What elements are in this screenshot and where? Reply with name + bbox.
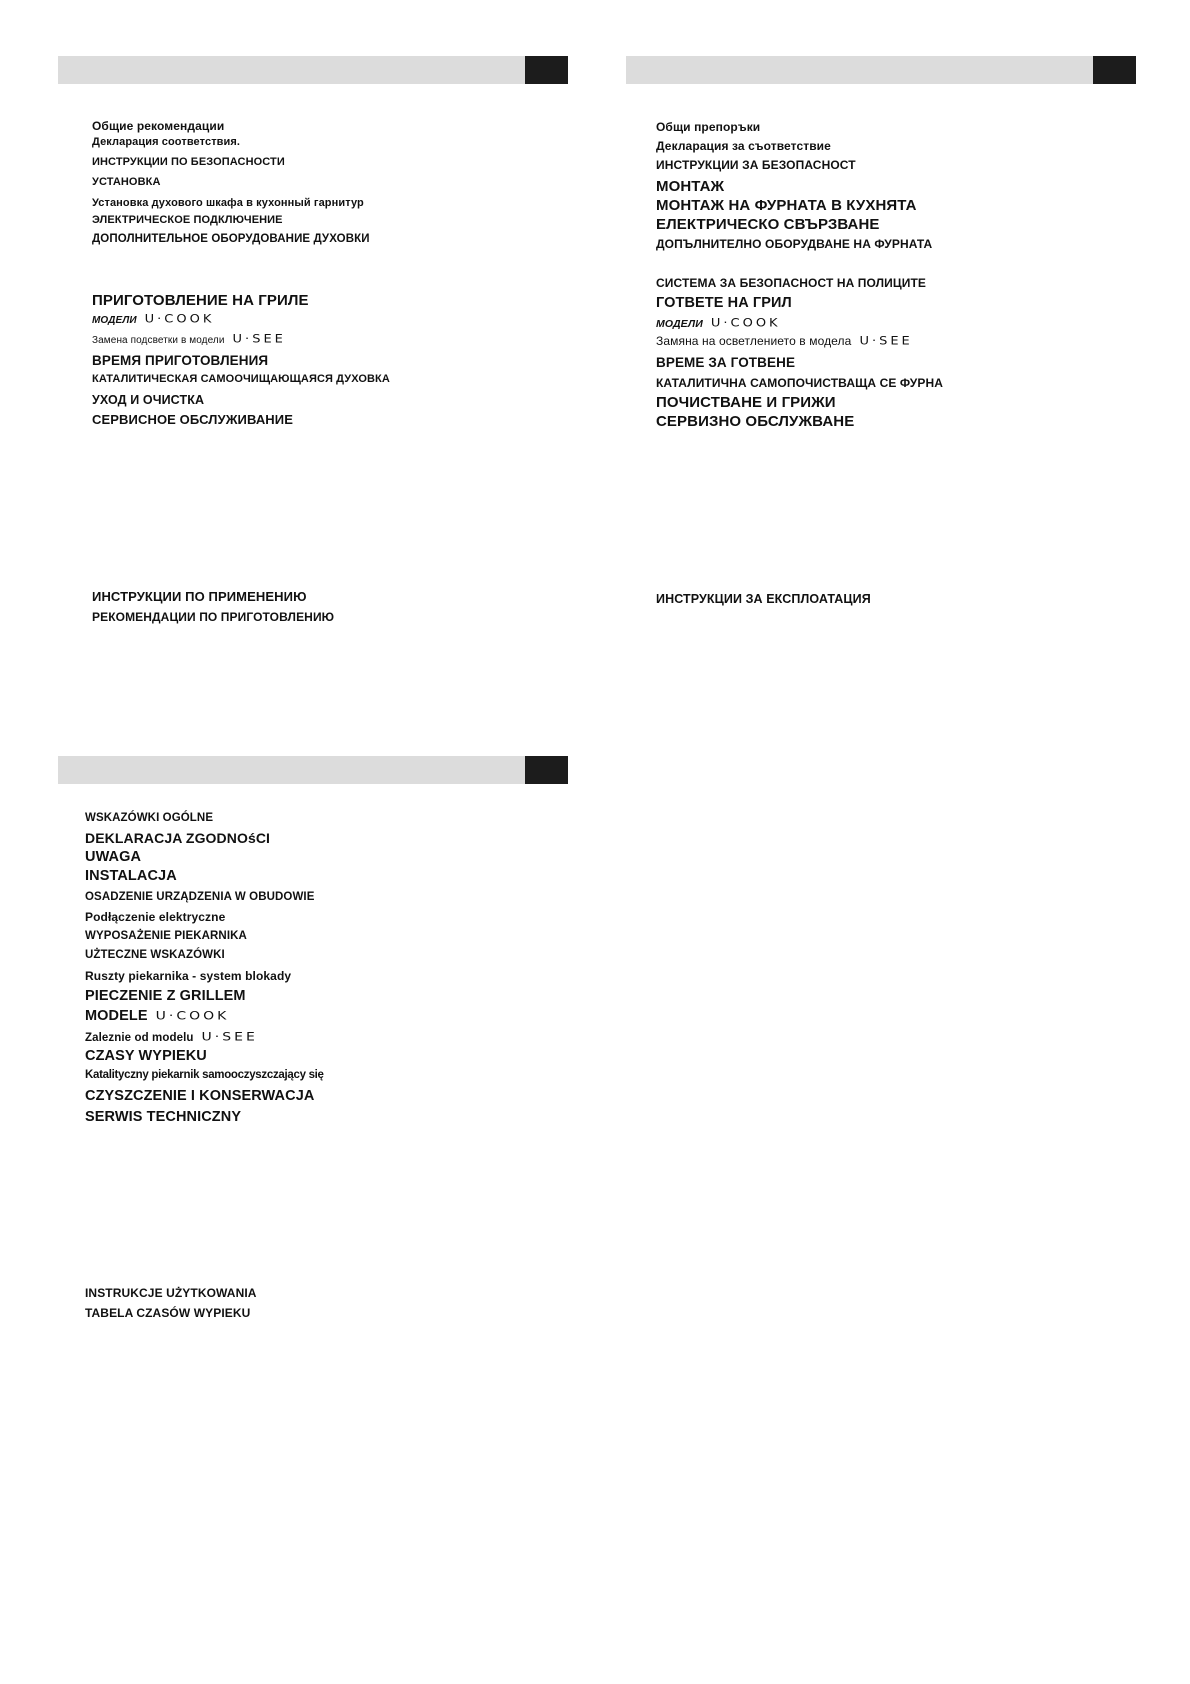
ucook-logo: U·COOK (144, 313, 215, 326)
toc-item: Podłączenie elektryczne (85, 910, 226, 924)
toc-item: Общи препоръки (656, 120, 761, 134)
toc-item: ГОТВЕТЕ НА ГРИЛ (656, 295, 792, 311)
toc-item: PIECZENIE Z GRILLEM (85, 988, 246, 1004)
toc-item: ИНСТРУКЦИИ ЗА БЕЗОПАСНОСТ (656, 158, 856, 172)
toc-item: ВРЕМЕ ЗА ГОТВЕНЕ (656, 355, 796, 370)
usee-logo: U·SEE (201, 1030, 258, 1044)
toc-item (85, 1030, 258, 1045)
toc-item (92, 333, 286, 346)
lamp-label: Замяна на осветлението в модела (656, 334, 852, 348)
model-dependent-label: Zaleznie od modelu (85, 1032, 194, 1044)
toc-item: ДОПЪЛНИТЕЛНО ОБОРУДВАНЕ НА ФУРНАТА (656, 237, 933, 251)
toc-item: Общие рекомендации (92, 119, 225, 133)
toc-item-models (85, 1009, 229, 1024)
models-label: МОДЕЛИ (92, 315, 137, 326)
toc-item: DEKLARACJA ZGODNOśCI (85, 830, 271, 846)
ucook-logo: U·COOK (710, 317, 781, 330)
toc-item: Декларация за съответствие (656, 139, 831, 153)
toc-item: ИНСТРУКЦИИ ПО БЕЗОПАСНОСТИ (92, 156, 285, 168)
toc-item: УХОД И ОЧИСТКА (92, 393, 205, 407)
header-bar-bg (626, 56, 1136, 84)
toc-item: WSKAZÓWKI OGÓLNE (85, 812, 214, 824)
toc-item: Ruszty piekarnika - system blokady (85, 969, 292, 983)
toc-item: TABELA CZASÓW WYPIEKU (85, 1306, 251, 1320)
models-label: МОДЕЛИ (656, 318, 703, 330)
toc-item: Декларация соответствия. (92, 136, 241, 148)
header-tab (1093, 56, 1136, 84)
toc-item: СИСТЕМА ЗА БЕЗОПАСНОСТ НА ПОЛИЦИТЕ (656, 276, 927, 290)
toc-item: ДОПОЛНИТЕЛЬНОЕ ОБОРУДОВАНИЕ ДУХОВКИ (92, 233, 370, 245)
toc-item: UŻTECZNE WSKAZÓWKI (85, 949, 225, 961)
toc-item: МОНТАЖ (656, 178, 725, 195)
toc-item: SERWIS TECHNICZNY (85, 1109, 242, 1125)
usee-logo: U·SEE (859, 335, 913, 348)
models-label: MODELE (85, 1008, 148, 1024)
toc-item: КАТАЛИТИЧНА САМОПОЧИСТВАЩА СЕ ФУРНА (656, 376, 944, 390)
toc-item: РЕКОМЕНДАЦИИ ПО ПРИГОТОВЛЕНИЮ (92, 610, 335, 624)
toc-item: OSADZENIE URZĄDZENIA W OBUDOWIE (85, 891, 315, 903)
toc-item: УСТАНОВКА (92, 176, 161, 188)
header-tab (525, 756, 568, 784)
header-bar-ru (58, 56, 568, 84)
toc-item-models (656, 317, 781, 330)
toc-item: ПРИГОТОВЛЕНИЕ НА ГРИЛЕ (92, 292, 309, 309)
header-tab (525, 56, 568, 84)
header-bar-pl (58, 756, 568, 784)
toc-item: ИНСТРУКЦИИ ЗА ЕКСПЛОАТАЦИЯ (656, 592, 871, 606)
toc-item: ПОЧИСТВАНЕ И ГРИЖИ (656, 394, 836, 411)
toc-item: ИНСТРУКЦИИ ПО ПРИМЕНЕНИЮ (92, 589, 307, 604)
toc-item: ЭЛЕКТРИЧЕСКОЕ ПОДКЛЮЧЕНИЕ (92, 214, 283, 226)
toc-item: CZASY WYPIEKU (85, 1048, 207, 1064)
toc-item: СЕРВИЗНО ОБСЛУЖВАНЕ (656, 413, 855, 430)
toc-item (656, 335, 913, 348)
toc-item: КАТАЛИТИЧЕСКАЯ САМООЧИЩАЮЩАЯСЯ ДУХОВКА (92, 373, 390, 385)
toc-item: INSTRUKCJE UŻYTKOWANIA (85, 1286, 257, 1300)
toc-item: CZYSZCZENIE I KONSERWACJA (85, 1088, 315, 1104)
lamp-label: Замена подсветки в модели (92, 335, 225, 346)
toc-item: ВРЕМЯ ПРИГОТОВЛЕНИЯ (92, 353, 269, 368)
toc-item: WYPOSAŻENIE PIEKARNIKA (85, 930, 247, 942)
ucook-logo: U·COOK (155, 1009, 230, 1023)
toc-item: МОНТАЖ НА ФУРНАТА В КУХНЯТА (656, 197, 917, 214)
toc-item: INSTALACJA (85, 868, 177, 884)
toc-item: ЕЛЕКТРИЧЕСКО СВЪРЗВАНЕ (656, 216, 880, 233)
toc-item: Установка духового шкафа в кухонный гарнитур (92, 197, 364, 209)
toc-item: Katalityczny piekarnik samooczyszczający się (85, 1069, 324, 1081)
usee-logo: U·SEE (232, 333, 286, 346)
toc-item: СЕРВИСНОЕ ОБСЛУЖИВАНИЕ (92, 412, 294, 427)
toc-item: UWAGA (85, 849, 142, 865)
toc-item-models (92, 313, 214, 326)
